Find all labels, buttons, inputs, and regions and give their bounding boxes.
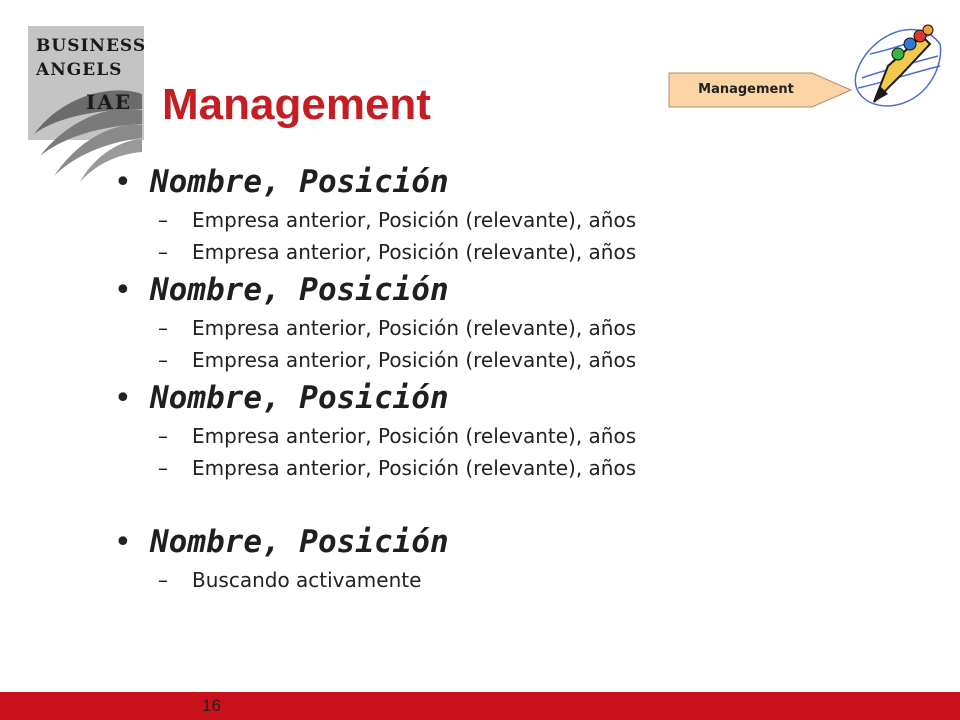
- section-tag-label: Management: [698, 82, 794, 97]
- person-name-position: Nombre, Posición: [150, 272, 449, 308]
- sub-item: [114, 312, 874, 344]
- footer-bar: [0, 692, 960, 720]
- logo-line-iae: IAE: [86, 90, 133, 114]
- section-tag-arrow: [668, 72, 852, 108]
- sub-item-text: Empresa anterior, Posición (relevante), años: [192, 208, 637, 232]
- business-angels-iae-logo: [24, 24, 147, 174]
- person-name-position: Nombre, Posición: [150, 380, 449, 416]
- sub-item-text: Buscando activamente: [192, 568, 422, 592]
- dash-icon: –: [158, 348, 168, 372]
- dash-icon: –: [158, 240, 168, 264]
- bullet-icon: •: [114, 273, 132, 308]
- list-item: [114, 268, 874, 376]
- slide-title: Management: [162, 80, 431, 129]
- dash-icon: –: [158, 456, 168, 480]
- logo-line-business: BUSINESS: [36, 36, 147, 56]
- person-name-position: Nombre, Posición: [150, 524, 449, 560]
- sub-item: [114, 204, 874, 236]
- sub-item: [114, 452, 874, 484]
- dash-icon: –: [158, 568, 168, 592]
- dash-icon: –: [158, 316, 168, 340]
- dash-icon: –: [158, 424, 168, 448]
- person-name-position: Nombre, Posición: [150, 164, 449, 200]
- sub-item-text: Empresa anterior, Posición (relevante), años: [192, 348, 637, 372]
- sub-item: [114, 420, 874, 452]
- list-item: [114, 160, 874, 268]
- sub-item: [114, 564, 874, 596]
- sub-item-text: Empresa anterior, Posición (relevante), años: [192, 424, 637, 448]
- page-number: 16: [202, 696, 221, 715]
- logo-line-angels: ANGELS: [36, 60, 123, 80]
- list-item: [114, 520, 874, 596]
- sub-item-text: Empresa anterior, Posición (relevante), años: [192, 240, 637, 264]
- sub-item-text: Empresa anterior, Posición (relevante), años: [192, 316, 637, 340]
- sub-item-text: Empresa anterior, Posición (relevante), años: [192, 456, 637, 480]
- bullet-icon: •: [114, 525, 132, 560]
- dash-icon: –: [158, 208, 168, 232]
- list-item: [114, 376, 874, 484]
- management-list: [114, 160, 874, 596]
- bullet-icon: •: [114, 165, 132, 200]
- rowing-team-pencil-icon: [848, 14, 948, 114]
- sub-item: [114, 344, 874, 376]
- bullet-icon: •: [114, 381, 132, 416]
- sub-item: [114, 236, 874, 268]
